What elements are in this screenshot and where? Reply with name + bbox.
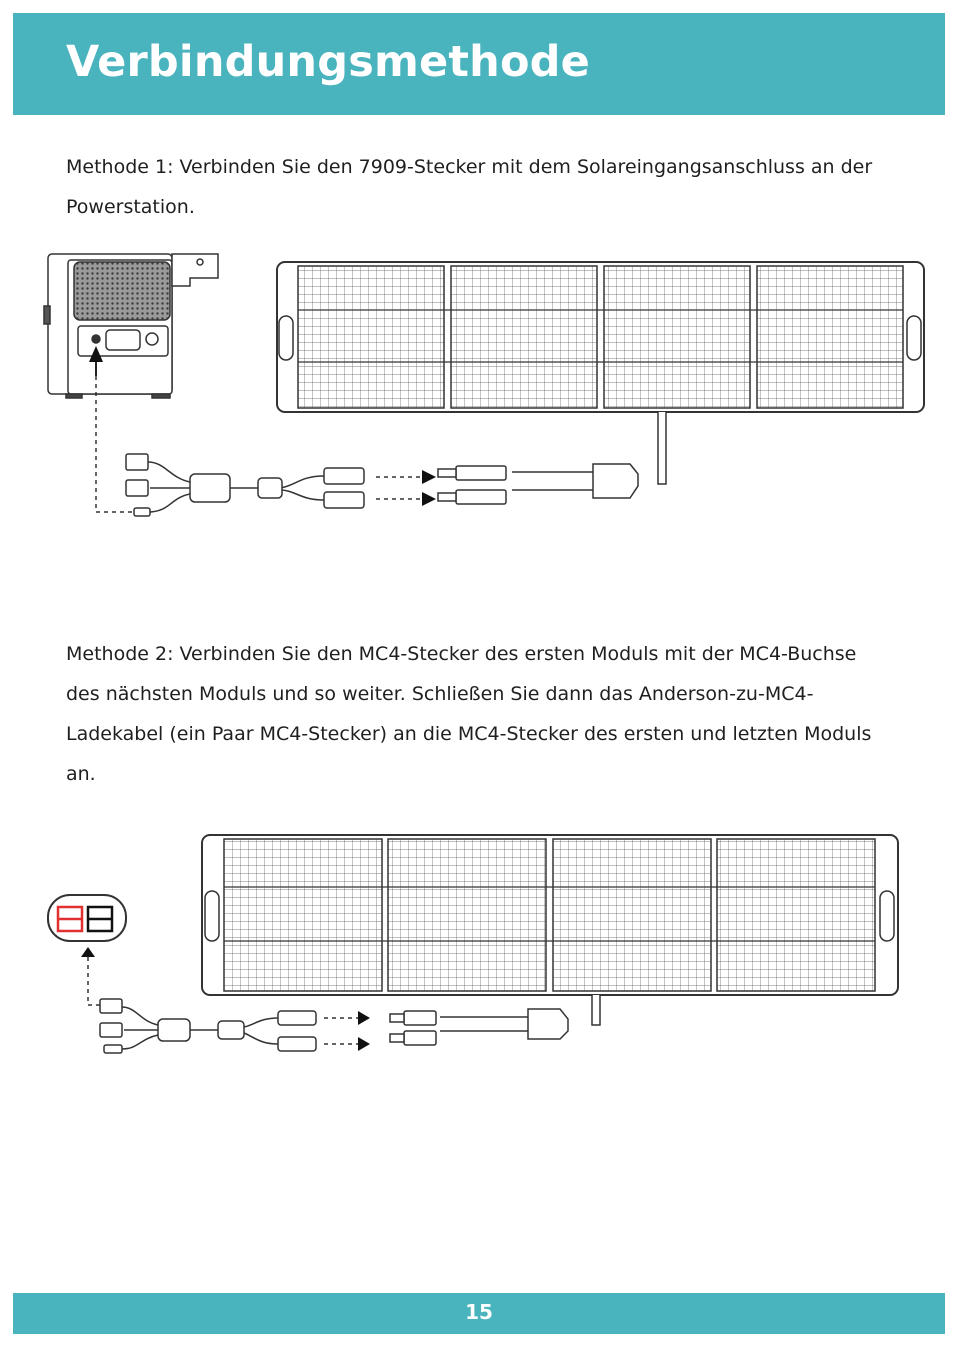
page-footer bbox=[13, 1293, 945, 1334]
anderson-connector-icon bbox=[48, 895, 126, 941]
page-number: 15 bbox=[465, 1300, 493, 1324]
method-1-text: Methode 1: Verbinden Sie den 7909-Stecker mit dem Solareingangsanschluss an der Powerstation. bbox=[66, 156, 873, 218]
page-header bbox=[13, 13, 945, 115]
solar-panel-2 bbox=[202, 835, 898, 995]
method-1-diagram bbox=[40, 246, 930, 526]
solar-panel bbox=[277, 262, 924, 412]
method-2-text: Methode 2: Verbinden Sie den MC4-Stecker des ersten Moduls mit der MC4-Buchse des nächsten Moduls und so weiter. Schließen Sie dann das Anderson-zu-MC4-Ladekabel (ein Paar MC4-Stecker) an die MC4-Stecker des ersten und letzten Moduls an. bbox=[66, 643, 872, 785]
method-2-diagram bbox=[40, 825, 910, 1065]
page-title: Verbindungsmethode bbox=[66, 37, 591, 87]
power-station bbox=[44, 254, 218, 398]
